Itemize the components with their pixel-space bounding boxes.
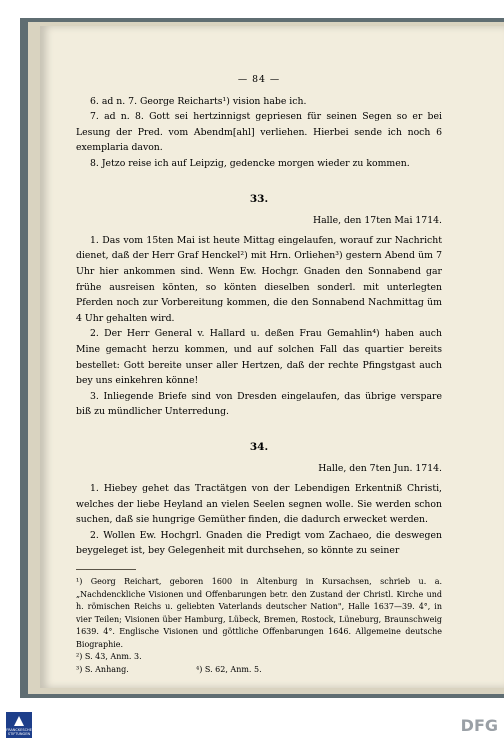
section-number: 34. [249, 440, 269, 453]
footnote: ¹) Georg Reichart, geboren 1600 in Altenburg in Kursachsen, schrieb u. a. „Nachdenckliche Visionen und Offenbarungen betr. den Zustand der Christl. Kirche und h. römischen Reichs u. geliebten Vaterlands deutscher Nation", Halle 1637—39. 4°, in vier Teilen; Visionen über Hamburg, Lübeck, Bremen, Rostock, Lüneburg, Braunschweig 1639. 4°. Englische Visionen und göttliche Offenbarungen 1646. Allgemeine deutsche Biographie. [76, 577, 442, 649]
footnote-rule [76, 569, 136, 570]
footnote: ²) S. 43, Anm. 3. [76, 652, 142, 662]
logo-text: FRANCKESCHE STIFTUNGEN [6, 728, 32, 736]
paragraph: 2. Wollen Ew. Hochgrl. Gnaden die Predigt vom Zachaeo, die deswegen beygeleget ist, bey Gelegenheit mit durchsehen, so könnte zu seiner [76, 529, 442, 557]
page-number: — 84 — [237, 74, 281, 85]
viewer-footer [0, 700, 504, 740]
paragraph: 8. Jetzo reise ich auf Leipzig, gedencke morgen wieder zu kommen. [90, 157, 410, 169]
letter-date: Halle, den 17ten Mai 1714. [312, 215, 442, 227]
footnote-row [76, 664, 442, 677]
paragraph: 3. Inliegende Briefe sind von Dresden eingelaufen, das übrige verspare biß zu mündlicher Unterredung. [76, 390, 442, 418]
franckesche-stiftungen-logo [6, 712, 32, 738]
logo-mark-icon [14, 716, 24, 726]
page-text [76, 72, 442, 676]
paragraph: 2. Der Herr General v. Hallard u. deßen Frau Gemahlin⁴) haben auch Mine gemacht herzu kommen, und auf solchen Fall das quartier bereits bestellet: Gott bereite unser aller Hertzen, daß der rechte Pfingstgast auch bey uns einkehren könne! [76, 328, 442, 387]
paragraph: 7. ad n. 8. Gott sei hertzinnigst gepriesen für seinen Segen so er bei Lesung der Pred. vom Abendm[ahl] verliehen. Hierbei sende ich noch 6 exemplaria davon. [76, 111, 442, 154]
letter-date: Halle, den 7ten Jun. 1714. [318, 463, 442, 475]
paragraph: 1. Das vom 15ten Mai ist heute Mittag eingelaufen, worauf zur Nachricht dienet, daß der Herr Graf Henckel²) mit Hrn. Orliehen³) gestern Abend üm 7 Uhr hier ankommen sind. Wenn Ew. Hochgr. Gnaden den Sonnabend gar frühe ausreisen könten, so könten dieselben sonderl. mit unterlegten Pferden noch zur Vorbereitung kommen, die den Sonnabend Nachmittag üm 4 Uhr gehalten wird. [76, 234, 442, 324]
section-number: 33. [249, 192, 269, 205]
dfg-logo: DFG [460, 716, 498, 735]
footnote: ³) S. Anhang. [76, 664, 129, 674]
paragraph: 6. ad n. 7. George Reicharts¹) vision habe ich. [90, 95, 307, 107]
paragraph: 1. Hiebey gehet das Tractätgen von der Lebendigen Erkentniß Christi, welches der liebe Heyland an vielen Seelen segnen wolle. Sie werden schon suchen, daß sie hungrige Gemüther finden, die dadurch erwecket werden. [76, 483, 442, 526]
footnote: ⁴) S. 62, Anm. 5. [196, 664, 262, 674]
